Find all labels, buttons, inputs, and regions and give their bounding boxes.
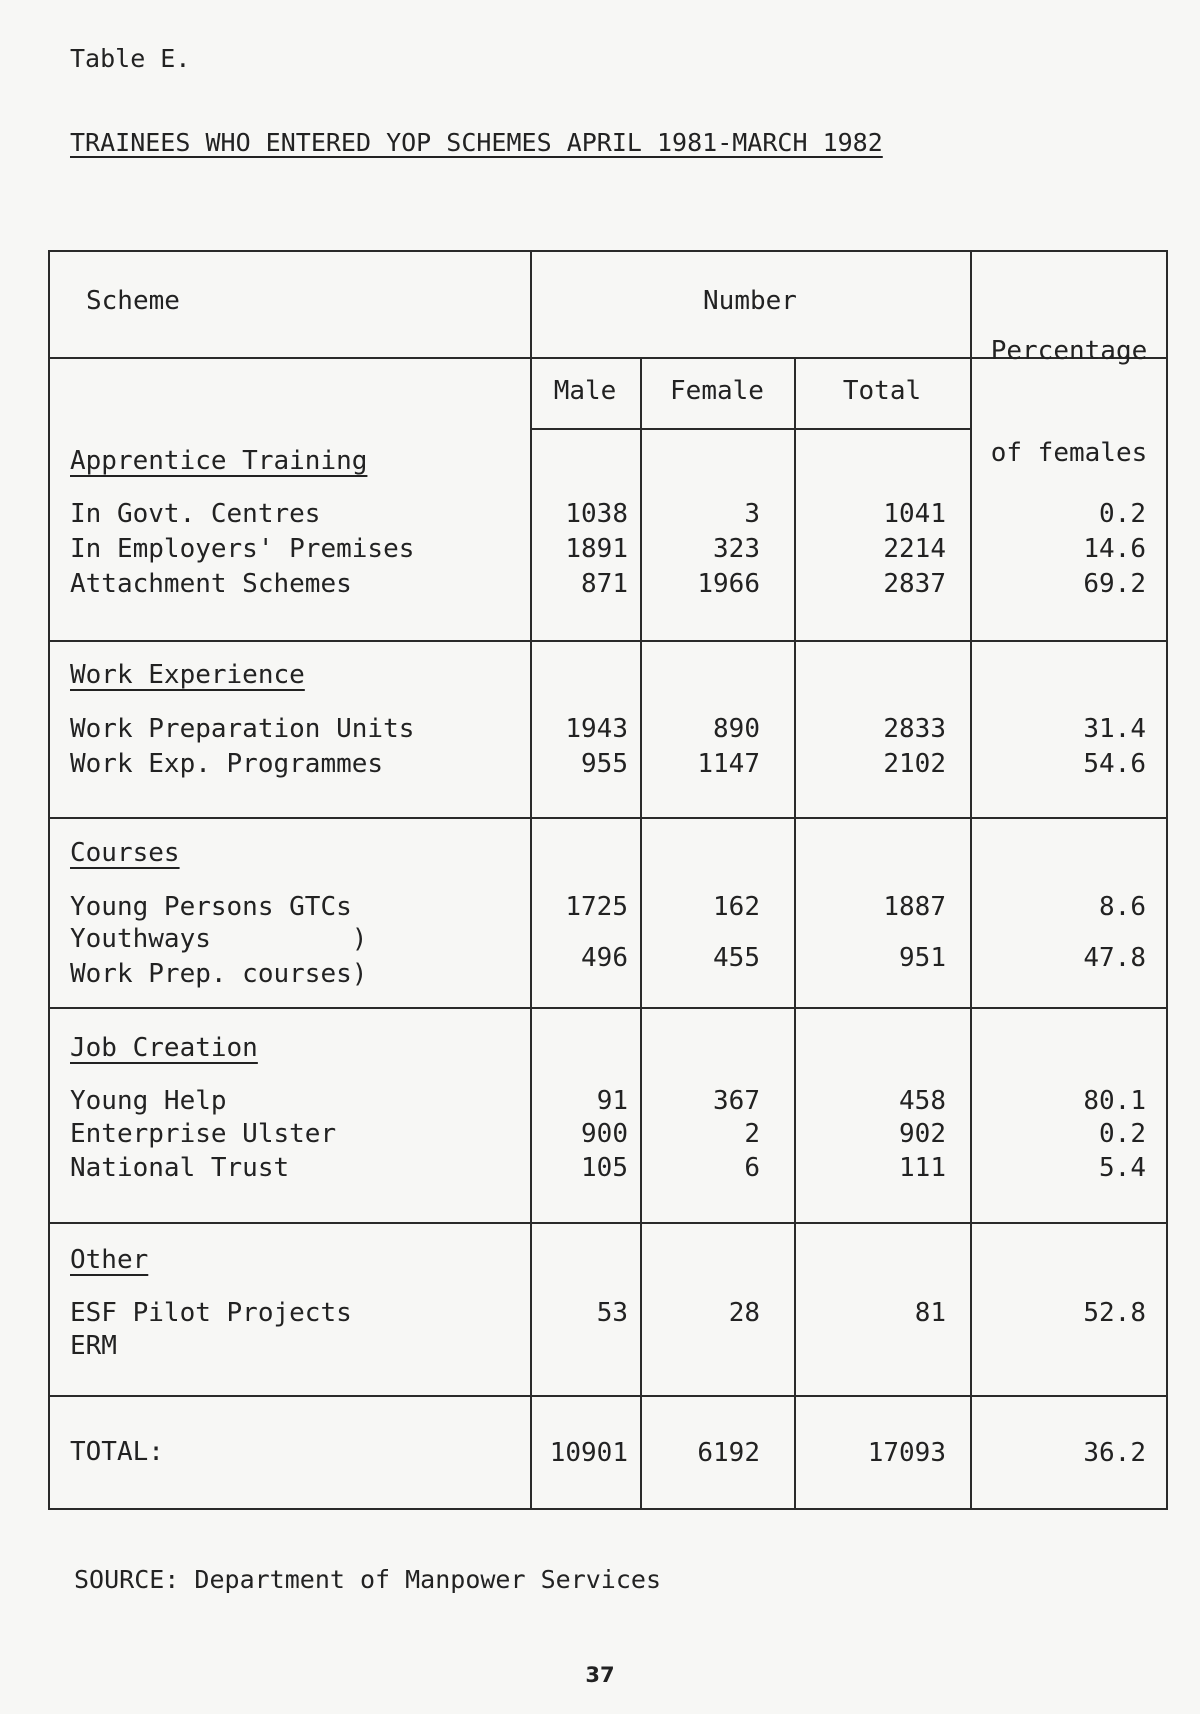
row-pct: 5.4 (1099, 1153, 1146, 1183)
header-percentage-line1: Percentage (990, 336, 1148, 366)
row-label: Work Preparation Units (70, 714, 415, 744)
row-total: 111 (899, 1153, 946, 1183)
row-female: 323 (713, 534, 760, 564)
row-male: 105 (581, 1153, 628, 1183)
row-female: 6 (744, 1153, 760, 1183)
row-total: 2837 (883, 569, 946, 599)
row-label: Young Help (70, 1086, 227, 1116)
row-female: 890 (713, 714, 760, 744)
row-total: 1887 (883, 892, 946, 922)
row-total: 951 (899, 943, 946, 973)
row-male: 871 (581, 569, 628, 599)
row-male: 1038 (565, 499, 628, 529)
row-total: 458 (899, 1086, 946, 1116)
row-pct: 0.2 (1099, 1119, 1146, 1149)
total-label: TOTAL: (70, 1437, 164, 1467)
header-total: Total (842, 376, 922, 406)
table-border-left (48, 250, 50, 1510)
group-heading: Other (70, 1245, 149, 1275)
header-female: Female (670, 376, 764, 406)
group-heading: Apprentice Training (70, 446, 368, 476)
row-label-line1: Youthways ) (70, 924, 368, 954)
row-label-line2: Work Prep. courses) (70, 959, 368, 989)
table-border-top (48, 250, 1168, 252)
header-male: Male (553, 376, 617, 406)
row-female: 162 (713, 892, 760, 922)
table-label: Table E. (70, 44, 191, 73)
group-divider (48, 640, 1168, 642)
row-female: 3 (744, 499, 760, 529)
subheader-divider (530, 428, 970, 430)
group-heading: Job Creation (70, 1033, 258, 1063)
row-total: 1041 (883, 499, 946, 529)
row-male: 1891 (565, 534, 628, 564)
total-pct: 36.2 (1083, 1438, 1146, 1468)
header-percentage-line2: of females (990, 438, 1148, 468)
row-female: 2 (744, 1119, 760, 1149)
row-female: 1147 (697, 749, 760, 779)
row-total: 2833 (883, 714, 946, 744)
row-pct: 0.2 (1099, 499, 1146, 529)
row-male: 900 (581, 1119, 628, 1149)
row-total: 2102 (883, 749, 946, 779)
row-total: 81 (914, 1298, 946, 1328)
row-label: National Trust (70, 1153, 290, 1183)
row-male: 91 (596, 1086, 628, 1116)
row-label: Enterprise Ulster (70, 1119, 337, 1149)
page-number: 37 (585, 1663, 615, 1687)
total-male: 10901 (549, 1438, 628, 1468)
row-male: 955 (581, 749, 628, 779)
row-label: In Govt. Centres (70, 499, 321, 529)
data-table (48, 250, 1168, 1510)
group-heading: Work Experience (70, 660, 305, 690)
table-border-bottom (48, 1508, 1168, 1510)
row-male: 53 (596, 1298, 628, 1328)
row-female: 28 (728, 1298, 760, 1328)
row-total: 902 (899, 1119, 946, 1149)
row-male: 496 (581, 943, 628, 973)
row-label: Attachment Schemes (70, 569, 352, 599)
row-pct: 52.8 (1083, 1298, 1146, 1328)
total-divider (48, 1395, 1168, 1397)
row-male: 1725 (565, 892, 628, 922)
group-divider (48, 1007, 1168, 1009)
total-female: 6192 (697, 1438, 760, 1468)
row-pct: 31.4 (1083, 714, 1146, 744)
row-label: Young Persons GTCs (70, 892, 352, 922)
header-number: Number (703, 286, 797, 316)
row-pct: 69.2 (1083, 569, 1146, 599)
row-male: 1943 (565, 714, 628, 744)
row-pct: 80.1 (1083, 1086, 1146, 1116)
table-title: TRAINEES WHO ENTERED YOP SCHEMES APRIL 1981-MARCH 1982 (70, 128, 883, 157)
row-label: In Employers' Premises (70, 534, 415, 564)
row-female: 367 (713, 1086, 760, 1116)
row-pct: 54.6 (1083, 749, 1146, 779)
row-total: 2214 (883, 534, 946, 564)
row-female: 455 (713, 943, 760, 973)
row-female: 1966 (697, 569, 760, 599)
row-label: Work Exp. Programmes (70, 749, 384, 779)
source-note: SOURCE: Department of Manpower Services (74, 1565, 661, 1594)
row-pct: 47.8 (1083, 943, 1146, 973)
row-pct: 8.6 (1099, 892, 1146, 922)
row-label: ESF Pilot Projects (70, 1298, 352, 1328)
group-divider (48, 817, 1168, 819)
header-scheme: Scheme (86, 286, 180, 316)
group-divider (48, 1222, 1168, 1224)
group-heading: Courses (70, 838, 180, 868)
total-total: 17093 (867, 1438, 946, 1468)
row-label-line2: ERM (70, 1331, 117, 1361)
row-pct: 14.6 (1083, 534, 1146, 564)
